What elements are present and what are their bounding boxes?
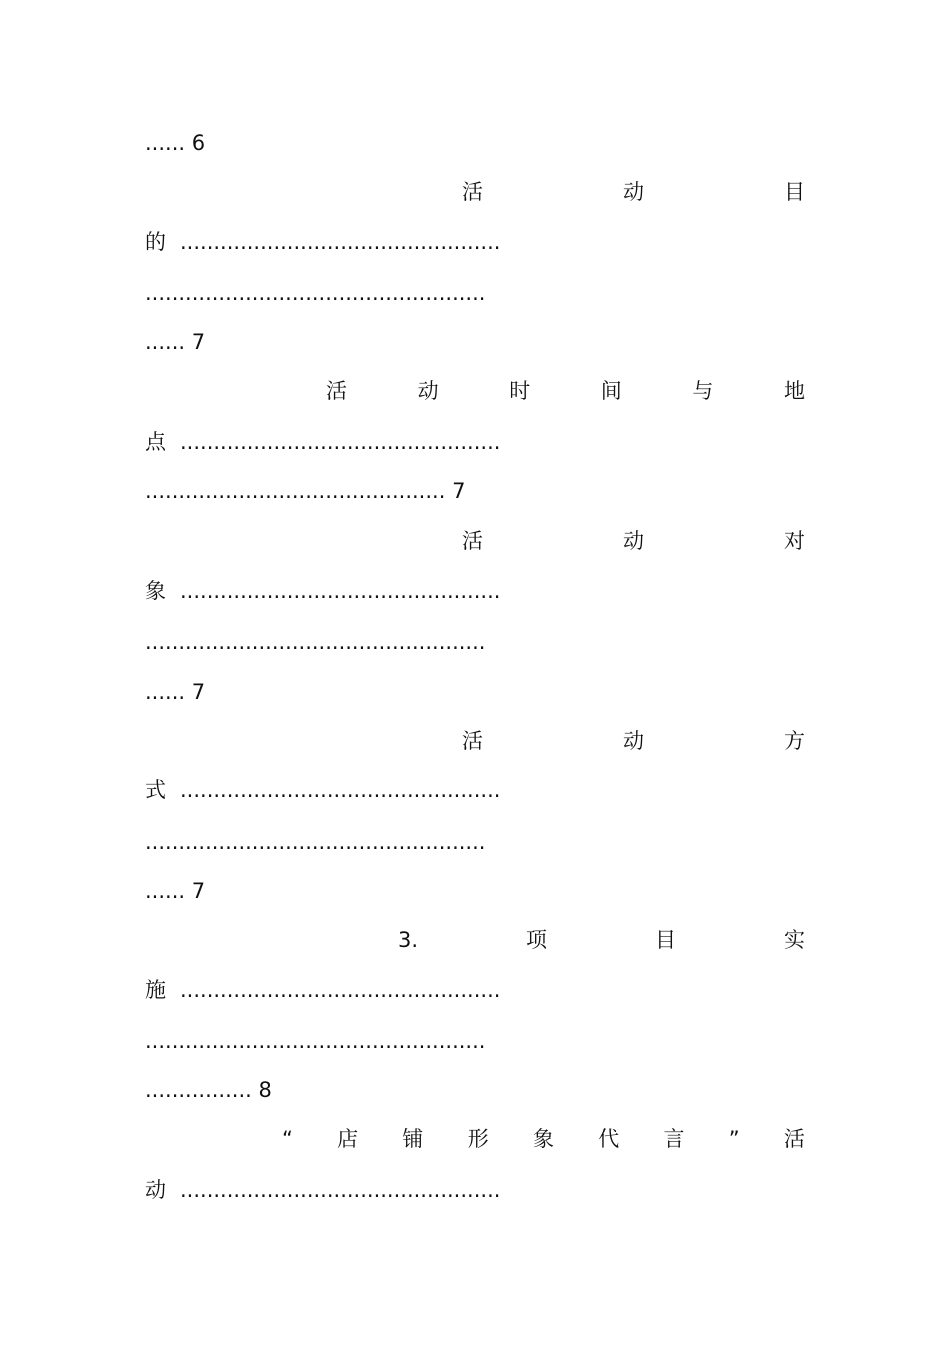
heading-char: 象 — [532, 1127, 554, 1151]
heading-char: 时 — [509, 379, 531, 403]
heading-char: 3. — [398, 928, 419, 952]
heading-char: 与 — [692, 379, 714, 403]
heading-char: 目 — [655, 928, 677, 952]
heading-char: 活 — [462, 729, 483, 753]
heading-last-char: 象 — [145, 579, 166, 603]
heading-char: 言 — [663, 1127, 685, 1151]
heading-char: 动 — [623, 729, 644, 753]
heading-char: 实 — [784, 928, 805, 952]
leader-dots: ................................................ — [180, 430, 501, 454]
heading-last-char: 施 — [145, 978, 166, 1002]
heading-char: 地 — [783, 379, 805, 403]
heading-char: 目 — [784, 180, 805, 204]
toc-leader-line: ................................................... — [145, 630, 486, 654]
heading-char: 店 — [337, 1127, 359, 1151]
toc-entry-heading — [326, 376, 805, 406]
leader-dots: ................................................ — [180, 579, 501, 603]
toc-leader-line — [145, 975, 500, 1005]
heading-char: 对 — [784, 529, 805, 553]
heading-char: 形 — [467, 1127, 489, 1151]
toc-entry-heading — [462, 526, 805, 556]
heading-last-char: 点 — [145, 430, 166, 454]
heading-char: 方 — [784, 729, 805, 753]
heading-char: 动 — [623, 529, 644, 553]
toc-page-number-line: ...... 7 — [145, 330, 206, 354]
heading-last-char: 动 — [145, 1178, 166, 1202]
toc-page-number-line: ................ 8 — [145, 1078, 272, 1102]
toc-leader-line — [145, 576, 500, 606]
heading-char: 动 — [623, 180, 644, 204]
toc-entry-heading — [462, 726, 805, 756]
heading-char: 间 — [600, 379, 622, 403]
heading-char: 活 — [783, 1127, 805, 1151]
heading-char: 动 — [417, 379, 439, 403]
toc-entry-heading — [282, 1124, 805, 1154]
heading-char: 活 — [326, 379, 347, 403]
toc-page-number-line: ...... 7 — [145, 879, 206, 903]
leader-dots: ................................................ — [180, 978, 501, 1002]
toc-leader-line: ................................................... — [145, 1029, 486, 1053]
heading-char: “ — [282, 1127, 293, 1151]
toc-leader-line — [145, 775, 500, 805]
heading-last-char: 式 — [145, 778, 166, 802]
heading-char: 活 — [462, 180, 483, 204]
toc-page-number-line: ...... 7 — [145, 680, 206, 704]
heading-char: 项 — [526, 928, 548, 952]
toc-page-number-line: ...... 6 — [145, 131, 206, 155]
toc-entry-heading — [462, 177, 805, 207]
heading-last-char: 的 — [145, 230, 166, 254]
leader-dots: ................................................ — [180, 778, 501, 802]
toc-leader-line: ................................................... — [145, 281, 486, 305]
leader-dots: ................................................ — [180, 1178, 501, 1202]
toc-leader-line — [145, 227, 500, 257]
toc-leader-line — [145, 1175, 500, 1205]
toc-page-number-line: ............................................. 7 — [145, 479, 466, 503]
heading-char: 代 — [598, 1127, 620, 1151]
toc-leader-line: ................................................... — [145, 830, 486, 854]
toc-entry-heading — [398, 925, 805, 955]
heading-char: ” — [728, 1127, 740, 1151]
leader-dots: ................................................ — [180, 230, 501, 254]
toc-leader-line — [145, 427, 500, 457]
heading-char: 铺 — [402, 1127, 424, 1151]
heading-char: 活 — [462, 529, 483, 553]
